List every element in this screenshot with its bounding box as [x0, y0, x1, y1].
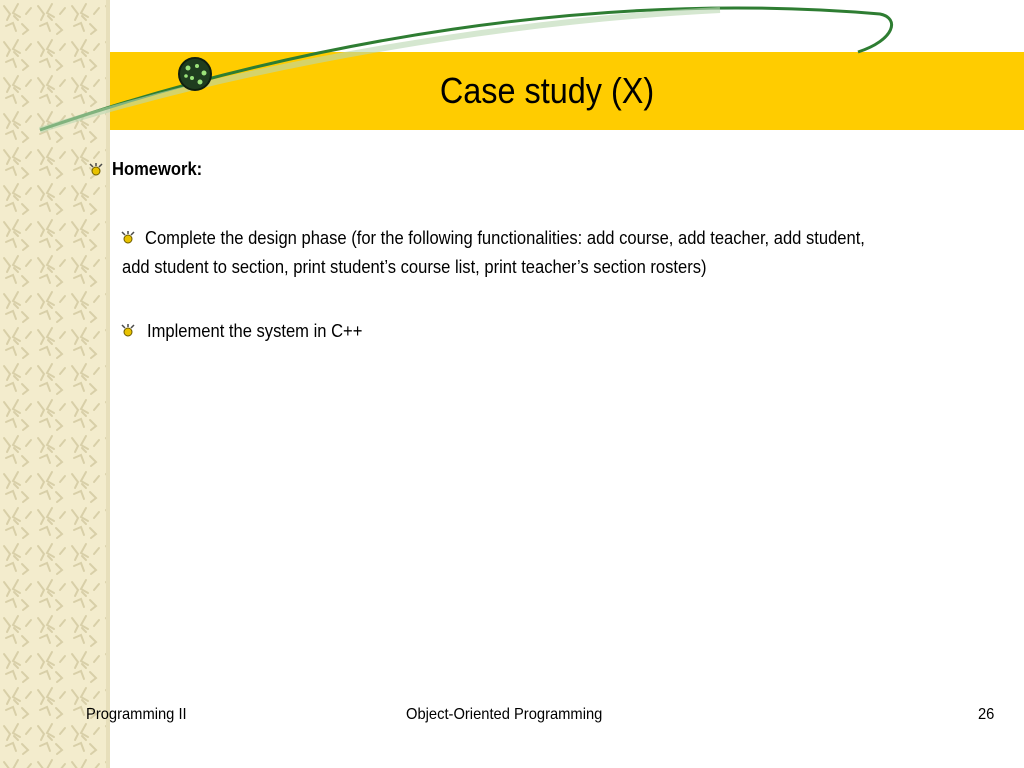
slide-title: Case study (X) — [439, 70, 655, 111]
design-phase-line2: add student to section, print student’s course list, print teacher’s section rosters) — [122, 257, 707, 277]
footer-page-number: 26 — [978, 706, 995, 723]
sub-bullet-design-phase — [122, 224, 932, 282]
bullet-homework: Homework: — [112, 159, 203, 179]
sub-bullet-implement: Implement the system in C++ — [147, 321, 363, 341]
footer-topic: Object-Oriented Programming — [406, 706, 603, 723]
footer-course: Programming II — [86, 706, 187, 723]
design-phase-line1: Complete the design phase (for the following functionalities: add course, add teacher, add student, — [145, 228, 865, 248]
sun-bullet-icon — [88, 162, 104, 178]
sun-bullet-icon — [120, 323, 136, 339]
